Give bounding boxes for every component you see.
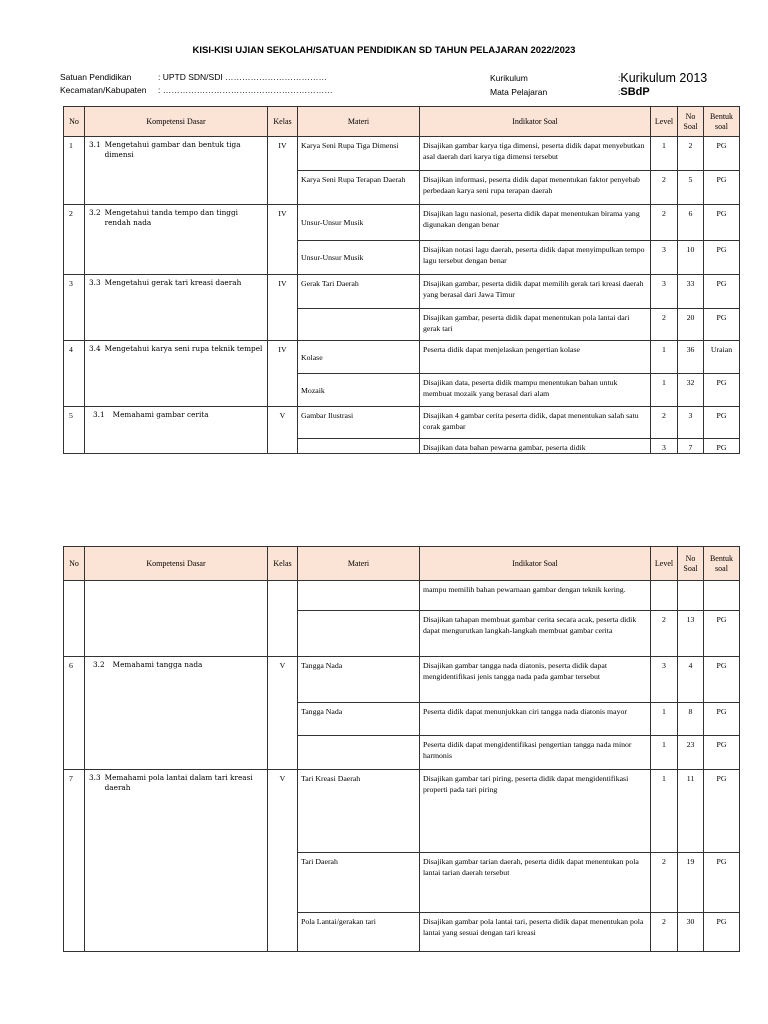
kompetensi-dasar-cell bbox=[85, 341, 268, 407]
bentuk-soal-cell: PG bbox=[704, 407, 740, 439]
school-info bbox=[60, 71, 333, 97]
kd-text: Mengetahui gambar dan bentuk tiga dimensi bbox=[104, 140, 241, 159]
kd-wrap bbox=[89, 660, 263, 670]
materi-cell: Gambar Ilustrasi bbox=[298, 407, 420, 439]
kompetensi-dasar-cell bbox=[85, 137, 268, 205]
kd-text: Memahami pola lantai dalam tari kreasi daerah bbox=[104, 773, 253, 792]
indikator-cell: Disajikan tahapan membuat gambar cerita secara acak, peserta didik dapat mengurutkan langkah-langkah membuat gambar cerita bbox=[420, 611, 651, 657]
kompetensi-dasar-cell bbox=[85, 657, 268, 770]
indikator-cell: Disajikan data bahan pewarna gambar, peserta didik bbox=[420, 439, 651, 454]
no-soal-cell: 8 bbox=[678, 703, 704, 736]
bentuk-soal-cell: PG bbox=[704, 657, 740, 703]
indikator-cell: Disajikan gambar pola lantai tari, peserta didik dapat menentukan pola lantai yang sesuai dengan tari kreasi bbox=[420, 913, 651, 952]
indikator-cell: Disajikan gambar, peserta didik dapat memilih gerak tari kreasi daerah yang berasal dari Jawa Timur bbox=[420, 275, 651, 309]
kd-wrap bbox=[89, 278, 263, 288]
kelas-cell: IV bbox=[268, 341, 298, 407]
materi-cell bbox=[298, 439, 420, 454]
kd-number: 3.1 bbox=[89, 140, 101, 149]
bentuk-soal-cell: PG bbox=[704, 853, 740, 913]
mapel-colon: : bbox=[618, 87, 621, 97]
table-row bbox=[64, 205, 740, 241]
kelas-cell bbox=[268, 581, 298, 657]
level-cell: 2 bbox=[651, 171, 678, 205]
bentuk-soal-cell bbox=[704, 581, 740, 611]
table-header-row bbox=[64, 547, 740, 581]
bentuk-soal-cell: PG bbox=[704, 736, 740, 770]
bentuk-soal-cell: Uraian bbox=[704, 341, 740, 374]
indikator-cell: Peserta didik dapat menunjukkan ciri tangga nada diatonis mayor bbox=[420, 703, 651, 736]
level-cell: 3 bbox=[651, 657, 678, 703]
kompetensi-dasar-cell bbox=[85, 407, 268, 454]
no-soal-cell: 36 bbox=[678, 341, 704, 374]
level-cell: 1 bbox=[651, 341, 678, 374]
level-cell: 1 bbox=[651, 736, 678, 770]
kurikulum-colon: : bbox=[618, 73, 621, 83]
materi-cell: Pola Lantai/gerakan tari bbox=[298, 913, 420, 952]
col-level-header: Level bbox=[651, 107, 678, 137]
col-bentuk-header: Bentuk soal bbox=[704, 547, 740, 581]
col-bentuk-header: Bentuk soal bbox=[704, 107, 740, 137]
materi-cell: Tari Daerah bbox=[298, 853, 420, 913]
kelas-cell: IV bbox=[268, 275, 298, 341]
kd-text: Memahami gambar cerita bbox=[112, 410, 209, 419]
kd-number: 3.3 bbox=[89, 773, 101, 782]
bentuk-soal-cell: PG bbox=[704, 241, 740, 275]
kisi-table-page-1 bbox=[63, 106, 740, 454]
indikator-cell: Peserta didik dapat menjelaskan pengertian kolase bbox=[420, 341, 651, 374]
bentuk-soal-cell: PG bbox=[704, 275, 740, 309]
kd-wrap bbox=[89, 140, 263, 160]
table-row bbox=[64, 581, 740, 611]
materi-cell: Karya Seni Rupa Terapan Daerah bbox=[298, 171, 420, 205]
col-kelas-header: Kelas bbox=[268, 547, 298, 581]
kurikulum-value: Kurikulum 2013 bbox=[620, 71, 708, 85]
no-soal-cell: 33 bbox=[678, 275, 704, 309]
document-title: KISI-KISI UJIAN SEKOLAH/SATUAN PENDIDIKAN SD TAHUN PELAJARAN 2022/2023 bbox=[192, 45, 576, 56]
indikator-cell: Disajikan 4 gambar cerita peserta didik, dapat menentukan salah satu corak gambar bbox=[420, 407, 651, 439]
kd-number: 3.4 bbox=[89, 344, 101, 353]
no-soal-cell: 6 bbox=[678, 205, 704, 241]
row-number: 4 bbox=[64, 341, 85, 407]
indikator-cell: Disajikan notasi lagu daerah, peserta didik dapat menyimpulkan tempo lagu tersebut dengan benar bbox=[420, 241, 651, 275]
materi-cell: Tari Kreasi Daerah bbox=[298, 770, 420, 853]
indikator-cell: Disajikan informasi, peserta didik dapat menentukan faktor penyebab perbedaan karya seni rupa terapan daerah bbox=[420, 171, 651, 205]
indikator-cell: Disajikan gambar karya tiga dimensi, peserta didik dapat menyebutkan asal daerah dari karya tiga dimensi tersebut bbox=[420, 137, 651, 171]
no-soal-cell bbox=[678, 581, 704, 611]
materi-cell: Unsur-Unsur Musik bbox=[298, 205, 420, 241]
level-cell: 2 bbox=[651, 913, 678, 952]
kd-wrap bbox=[89, 410, 263, 420]
level-cell bbox=[651, 581, 678, 611]
no-soal-cell: 30 bbox=[678, 913, 704, 952]
indikator-cell: Disajikan gambar, peserta didik dapat menentukan pola lantai dari gerak tari bbox=[420, 309, 651, 341]
materi-cell: Tangga Nada bbox=[298, 657, 420, 703]
row-number: 6 bbox=[64, 657, 85, 770]
bentuk-soal-cell: PG bbox=[704, 770, 740, 853]
kecamatan-row bbox=[60, 84, 333, 97]
level-cell: 1 bbox=[651, 770, 678, 853]
satuan-value: : UPTD SDN/SDI ……………………………… bbox=[158, 72, 328, 82]
indikator-cell: Peserta didik dapat mengidentifikasi pengertian tangga nada minor harmonis bbox=[420, 736, 651, 770]
kurikulum-row bbox=[490, 71, 707, 85]
mapel-row bbox=[490, 85, 707, 99]
indikator-cell: Disajikan data, peserta didik mampu menentukan bahan untuk membuat mozaik yang berasal dari alam bbox=[420, 374, 651, 407]
col-level-header: Level bbox=[651, 547, 678, 581]
kurikulum-label: Kurikulum bbox=[490, 73, 528, 83]
col-materi-header: Materi bbox=[298, 547, 420, 581]
col-kd-header: Kompetensi Dasar bbox=[85, 547, 268, 581]
no-soal-cell: 11 bbox=[678, 770, 704, 853]
level-cell: 2 bbox=[651, 407, 678, 439]
no-soal-cell: 13 bbox=[678, 611, 704, 657]
bentuk-soal-cell: PG bbox=[704, 171, 740, 205]
level-cell: 3 bbox=[651, 275, 678, 309]
col-nosoal-header: No Soal bbox=[678, 107, 704, 137]
level-cell: 2 bbox=[651, 611, 678, 657]
kd-number: 3.2 bbox=[89, 208, 101, 217]
mapel-label: Mata Pelajaran bbox=[490, 87, 548, 97]
materi-cell: Gerak Tari Daerah bbox=[298, 275, 420, 309]
kelas-cell: V bbox=[268, 770, 298, 952]
indikator-cell: Disajikan gambar tangga nada diatonis, peserta didik dapat mengidentifikasi jenis tangga nada pada gambar tersebut bbox=[420, 657, 651, 703]
kelas-cell: V bbox=[268, 407, 298, 454]
kd-wrap bbox=[89, 208, 263, 228]
kd-wrap bbox=[89, 773, 263, 793]
kompetensi-dasar-cell bbox=[85, 581, 268, 657]
row-number: 5 bbox=[64, 407, 85, 454]
level-cell: 3 bbox=[651, 241, 678, 275]
materi-cell: Mozaik bbox=[298, 374, 420, 407]
no-soal-cell: 7 bbox=[678, 439, 704, 454]
table-row bbox=[64, 770, 740, 853]
col-no-header: No bbox=[64, 107, 85, 137]
no-soal-cell: 32 bbox=[678, 374, 704, 407]
no-soal-cell: 23 bbox=[678, 736, 704, 770]
col-kd-header: Kompetensi Dasar bbox=[85, 107, 268, 137]
bentuk-soal-cell: PG bbox=[704, 611, 740, 657]
materi-cell: Tangga Nada bbox=[298, 703, 420, 736]
kompetensi-dasar-cell bbox=[85, 275, 268, 341]
materi-cell: Kolase bbox=[298, 341, 420, 374]
bentuk-soal-cell: PG bbox=[704, 439, 740, 454]
bentuk-soal-cell: PG bbox=[704, 374, 740, 407]
bentuk-soal-cell: PG bbox=[704, 137, 740, 171]
row-number bbox=[64, 581, 85, 657]
row-number: 7 bbox=[64, 770, 85, 952]
row-number: 2 bbox=[64, 205, 85, 275]
bentuk-soal-cell: PG bbox=[704, 205, 740, 241]
col-kelas-header: Kelas bbox=[268, 107, 298, 137]
kelas-cell: IV bbox=[268, 137, 298, 205]
materi-cell bbox=[298, 309, 420, 341]
table-row bbox=[64, 407, 740, 439]
materi-cell bbox=[298, 736, 420, 770]
kd-text: Mengetahui karya seni rupa teknik tempel bbox=[104, 344, 263, 353]
col-indikator-header: Indikator Soal bbox=[420, 547, 651, 581]
level-cell: 2 bbox=[651, 853, 678, 913]
row-number: 1 bbox=[64, 137, 85, 205]
bentuk-soal-cell: PG bbox=[704, 309, 740, 341]
kisi-table-page-2 bbox=[63, 546, 740, 952]
level-cell: 2 bbox=[651, 309, 678, 341]
no-soal-cell: 3 bbox=[678, 407, 704, 439]
col-no-header: No bbox=[64, 547, 85, 581]
satuan-row bbox=[60, 71, 333, 84]
kompetensi-dasar-cell bbox=[85, 205, 268, 275]
indikator-cell: Disajikan lagu nasional, peserta didik dapat menentukan birama yang digunakan dengan benar bbox=[420, 205, 651, 241]
kd-text: Mengetahui gerak tari kreasi daerah bbox=[104, 278, 242, 287]
bentuk-soal-cell: PG bbox=[704, 703, 740, 736]
level-cell: 2 bbox=[651, 205, 678, 241]
kelas-cell: IV bbox=[268, 205, 298, 275]
kd-number: 3.1 bbox=[93, 410, 105, 419]
col-materi-header: Materi bbox=[298, 107, 420, 137]
indikator-cell: mampu memilih bahan pewarnaan gambar dengan teknik kering. bbox=[420, 581, 651, 611]
materi-cell: Unsur-Unsur Musik bbox=[298, 241, 420, 275]
curriculum-info bbox=[490, 71, 707, 99]
level-cell: 1 bbox=[651, 137, 678, 171]
kecamatan-label: Kecamatan/Kabupaten bbox=[60, 85, 147, 95]
level-cell: 1 bbox=[651, 374, 678, 407]
table-row bbox=[64, 137, 740, 171]
table-header-row bbox=[64, 107, 740, 137]
kelas-cell: V bbox=[268, 657, 298, 770]
no-soal-cell: 4 bbox=[678, 657, 704, 703]
indikator-cell: Disajikan gambar tarian daerah, peserta didik dapat menentukan pola lantai tarian daerah tersebut bbox=[420, 853, 651, 913]
no-soal-cell: 5 bbox=[678, 171, 704, 205]
table-row bbox=[64, 275, 740, 309]
materi-cell: Karya Seni Rupa Tiga Dimensi bbox=[298, 137, 420, 171]
kd-number: 3.3 bbox=[89, 278, 101, 287]
kompetensi-dasar-cell bbox=[85, 770, 268, 952]
materi-cell bbox=[298, 581, 420, 611]
level-cell: 3 bbox=[651, 439, 678, 454]
row-number: 3 bbox=[64, 275, 85, 341]
table-row bbox=[64, 341, 740, 374]
kd-number: 3.2 bbox=[93, 660, 105, 669]
table-row bbox=[64, 657, 740, 703]
no-soal-cell: 19 bbox=[678, 853, 704, 913]
kd-wrap bbox=[89, 344, 263, 354]
kd-text: Memahami tangga nada bbox=[112, 660, 203, 669]
satuan-label: Satuan Pendidikan bbox=[60, 72, 132, 82]
col-nosoal-header: No Soal bbox=[678, 547, 704, 581]
no-soal-cell: 20 bbox=[678, 309, 704, 341]
col-indikator-header: Indikator Soal bbox=[420, 107, 651, 137]
level-cell: 1 bbox=[651, 703, 678, 736]
no-soal-cell: 2 bbox=[678, 137, 704, 171]
materi-cell bbox=[298, 611, 420, 657]
no-soal-cell: 10 bbox=[678, 241, 704, 275]
bentuk-soal-cell: PG bbox=[704, 913, 740, 952]
kd-text: Mengetahui tanda tempo dan tinggi rendah nada bbox=[104, 208, 238, 227]
indikator-cell: Disajikan gambar tari piring, peserta didik dapat mengidentifikasi properti pada tari piring bbox=[420, 770, 651, 853]
mapel-value: SBdP bbox=[620, 86, 650, 98]
kecamatan-value: : …………………………………………………… bbox=[158, 85, 333, 95]
